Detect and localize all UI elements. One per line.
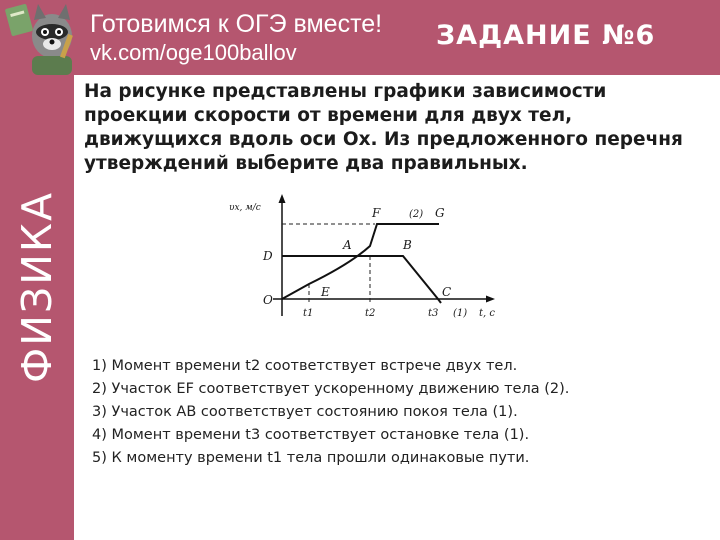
raccoon-mascot-icon [2,0,80,75]
point-a-label: A [343,238,352,252]
graph-line-body-1 [282,256,441,303]
x-axis-arrow [486,296,495,303]
answer-option: 1) Момент времени t2 соответствует встрече двух тел. [92,358,518,374]
point-d-label: D [263,249,273,263]
answer-option: 5) К моменту времени t1 тела прошли одинаковые пути. [92,450,530,466]
velocity-time-graph [225,192,500,324]
y-axis-arrow [279,194,286,203]
point-g-label: G [435,206,445,220]
series-2-label: (2) [409,209,424,220]
point-e-label: E [321,285,330,299]
series-1-label: (1) [453,308,468,319]
tick-t3-label: t3 [428,308,439,319]
point-c-label: C [442,285,452,299]
graph-line-body-2 [282,224,439,299]
answer-option: 3) Участок АВ соответствует состоянию покоя тела (1). [92,404,518,420]
question-text: На рисунке представлены графики зависимости проекции скорости от времени для двух тел, движущихся вдоль оси Ох. Из предложенного перечня утверждений выберите два правильных. [84,81,683,174]
answer-option: 2) Участок EF соответствует ускоренному движению тела (2). [92,381,570,397]
tick-t1-label: t1 [303,308,314,319]
subject-label: ФИЗИКА [13,190,61,384]
answer-options [92,355,569,470]
answer-option: 4) Момент времени t3 соответствует остановке тела (1). [92,427,530,443]
task-title: ЗАДАНИЕ №6 [436,20,656,51]
brand-title: Готовимся к ОГЭ вместе! [90,10,383,38]
origin-label: O [263,293,273,307]
point-f-label: F [372,206,381,220]
brand-link[interactable]: vk.com/oge100ballov [90,40,297,65]
point-b-label: B [403,238,412,252]
x-axis-label: t, с [479,308,495,319]
y-axis-label: υx, м/с [229,203,261,213]
tick-t2-label: t2 [365,308,376,319]
